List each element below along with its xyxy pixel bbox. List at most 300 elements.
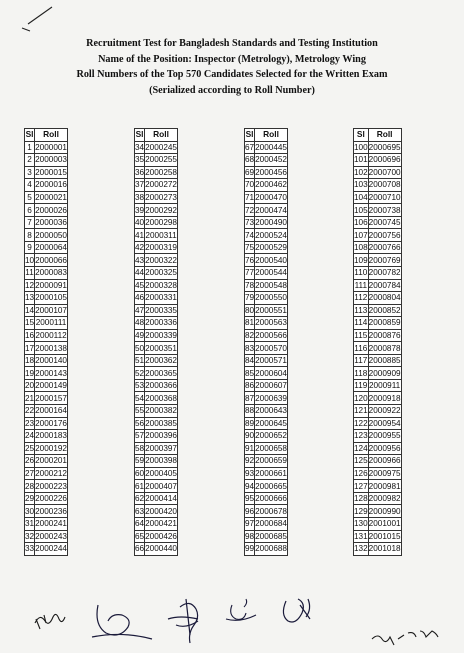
table-row <box>354 254 402 267</box>
table-row <box>25 455 68 468</box>
serial-cell: 3 <box>25 166 35 179</box>
roll-number-cell: 2000036 <box>35 218 67 228</box>
roll-number-cell: 2000922 <box>368 406 401 416</box>
serial-cell: 111 <box>354 280 368 290</box>
serial-cell: 75 <box>245 243 255 253</box>
serial-cell: 113 <box>354 305 368 315</box>
table-row <box>135 467 178 480</box>
table-row <box>354 204 402 217</box>
serial-cell: 11 <box>25 268 34 278</box>
table-row <box>245 179 288 192</box>
roll-number-cell: 2000548 <box>255 280 287 290</box>
roll-number-cell: 2000470 <box>255 193 287 202</box>
table-row <box>25 191 68 204</box>
column-header-sl: Sl <box>354 129 369 142</box>
table-row <box>135 141 178 154</box>
serial-cell: 81 <box>245 318 255 328</box>
serial-cell: 114 <box>354 318 368 328</box>
roll-table-3 <box>244 128 288 556</box>
serial-cell: 27 <box>25 469 35 479</box>
serial-cell: 121 <box>354 406 368 416</box>
serial-cell: 72 <box>245 205 255 215</box>
serial-cell: 116 <box>354 343 368 353</box>
serial-cell: 29 <box>25 494 35 504</box>
serial-cell: 97 <box>245 519 255 529</box>
table-row <box>25 405 68 418</box>
serial-cell: 104 <box>354 193 368 202</box>
serial-cell: 10 <box>25 255 35 265</box>
roll-number-cell: 2000212 <box>35 469 67 479</box>
roll-number-cell: 2000064 <box>35 243 67 253</box>
table-row <box>354 342 402 355</box>
roll-number-cell: 2000050 <box>35 230 67 240</box>
table-row <box>135 304 178 317</box>
serial-cell: 49 <box>135 331 145 341</box>
roll-number-cell: 2000223 <box>35 481 67 491</box>
column-header-roll: Roll <box>255 129 288 142</box>
table-row <box>25 267 68 280</box>
roll-number-cell: 2000226 <box>35 494 67 504</box>
table-row <box>354 292 402 305</box>
serial-cell: 102 <box>354 167 368 177</box>
serial-cell: 47 <box>135 305 145 315</box>
table-row <box>354 405 402 418</box>
document-header <box>0 36 464 98</box>
serial-cell: 131 <box>354 531 368 541</box>
serial-cell: 115 <box>354 331 368 341</box>
table-row <box>25 254 68 267</box>
roll-number-cell: 2000396 <box>145 431 177 441</box>
table-row <box>25 154 68 167</box>
roll-number-cell: 2000688 <box>255 544 287 554</box>
roll-number-cell: 2000876 <box>368 331 401 341</box>
serial-cell: 91 <box>245 443 255 453</box>
table-row <box>135 216 178 229</box>
table-row <box>245 379 288 392</box>
serial-cell: 55 <box>135 406 145 416</box>
table-row <box>135 442 178 455</box>
serial-cell: 128 <box>354 494 368 504</box>
table-row <box>354 492 402 505</box>
serial-cell: 69 <box>245 167 255 177</box>
table-row <box>25 379 68 392</box>
table-row <box>25 505 68 518</box>
table-row <box>354 430 402 443</box>
roll-number-cell: 2000192 <box>35 443 67 453</box>
serial-cell: 38 <box>135 193 145 202</box>
serial-cell: 16 <box>25 331 35 341</box>
table-row <box>25 292 68 305</box>
serial-cell: 124 <box>354 443 368 453</box>
serial-cell: 13 <box>25 293 35 303</box>
table-row <box>135 292 178 305</box>
serial-cell: 57 <box>135 431 145 441</box>
serial-cell: 59 <box>135 456 145 466</box>
table-row <box>354 392 402 405</box>
table-row <box>135 392 178 405</box>
table-row <box>245 480 288 493</box>
serial-cell: 19 <box>25 368 35 378</box>
serial-cell: 42 <box>135 243 145 253</box>
serial-cell: 23 <box>25 418 35 428</box>
serial-cell: 53 <box>135 381 145 391</box>
serial-cell: 127 <box>354 481 368 491</box>
signature-1 <box>35 614 65 629</box>
serial-cell: 5 <box>25 191 35 204</box>
table-row <box>354 543 402 556</box>
roll-number-cell: 2000859 <box>368 318 401 328</box>
table-row <box>354 317 402 330</box>
roll-number-cell: 2000563 <box>255 318 287 328</box>
table-row <box>135 342 178 355</box>
roll-number-cell: 2000782 <box>368 268 401 278</box>
roll-number-cell: 2000183 <box>35 431 67 441</box>
roll-number-cell: 2000420 <box>145 506 177 516</box>
roll-number-cell: 2000684 <box>255 519 287 529</box>
roll-number-cell: 2000331 <box>145 293 177 303</box>
table-header-row <box>25 129 68 142</box>
table-row <box>25 166 68 179</box>
table-row <box>245 304 288 317</box>
serial-cell: 48 <box>135 318 145 328</box>
table-row <box>135 229 178 242</box>
table-row <box>25 430 68 443</box>
table-row <box>245 329 288 342</box>
roll-number-cell: 2000700 <box>368 167 401 177</box>
signature-5 <box>283 599 310 622</box>
table-row <box>245 354 288 367</box>
serial-cell: 93 <box>245 469 255 479</box>
roll-number-cell: 2000490 <box>255 218 287 228</box>
roll-number-cell: 2000956 <box>368 443 401 453</box>
roll-number-cell: 2000878 <box>368 343 401 353</box>
roll-number-cell: 2000362 <box>145 356 177 366</box>
serial-cell: 105 <box>354 205 368 215</box>
serial-cell: 68 <box>245 155 255 165</box>
table-row <box>245 405 288 418</box>
table-row <box>245 505 288 518</box>
roll-number-cell: 2000083 <box>35 268 67 278</box>
signature-3 <box>168 599 198 643</box>
table-row <box>354 179 402 192</box>
roll-number-cell: 2000243 <box>35 531 67 541</box>
roll-number-cell: 2000111 <box>35 318 67 328</box>
serial-cell: 108 <box>354 243 368 253</box>
header-line-3: Roll Numbers of the Top 570 Candidates Selected for the Written Exam <box>76 69 388 80</box>
serial-cell: 71 <box>245 193 255 202</box>
serial-cell: 80 <box>245 305 255 315</box>
serial-cell: 132 <box>354 544 368 554</box>
table-row <box>245 229 288 242</box>
roll-number-cell: 2000885 <box>368 356 401 366</box>
roll-number-cell: 2000143 <box>35 368 67 378</box>
roll-number-cell: 2000955 <box>368 431 401 441</box>
roll-number-cell: 2000529 <box>255 243 287 253</box>
serial-cell: 77 <box>245 268 255 278</box>
roll-number-cell: 2000639 <box>255 393 287 403</box>
roll-table-1 <box>24 128 68 556</box>
serial-cell: 17 <box>25 343 35 353</box>
serial-cell: 85 <box>245 368 255 378</box>
roll-number-cell: 2000255 <box>145 155 177 165</box>
roll-number-cell: 2000708 <box>368 180 401 190</box>
roll-number-cell: 2000003 <box>35 155 67 165</box>
table-row <box>135 367 178 380</box>
roll-number-cell: 2000661 <box>255 469 287 479</box>
roll-number-cell: 2000909 <box>368 368 401 378</box>
table-row <box>354 267 402 280</box>
serial-cell: 56 <box>135 418 145 428</box>
roll-number-cell: 2000397 <box>145 443 177 453</box>
table-row <box>25 543 68 556</box>
table-row <box>135 455 178 468</box>
table-row <box>245 191 288 204</box>
table-header-row <box>135 129 178 142</box>
table-row <box>25 480 68 493</box>
serial-cell: 126 <box>354 469 368 479</box>
table-row <box>25 342 68 355</box>
table-row <box>135 329 178 342</box>
serial-cell: 100 <box>354 142 368 152</box>
table-row <box>245 241 288 254</box>
table-row <box>25 204 68 217</box>
serial-cell: 109 <box>354 255 368 265</box>
table-row <box>135 492 178 505</box>
table-row <box>245 392 288 405</box>
table-row <box>354 304 402 317</box>
signature-4 <box>226 599 256 620</box>
roll-number-cell: 2000339 <box>145 331 177 341</box>
table-row <box>245 367 288 380</box>
serial-cell: 125 <box>354 456 368 466</box>
roll-number-cell: 2000241 <box>35 519 67 529</box>
serial-cell: 78 <box>245 280 255 290</box>
roll-number-cell: 2000149 <box>35 381 67 391</box>
roll-number-cell: 2000176 <box>35 418 67 428</box>
roll-number-cell: 2000769 <box>368 255 401 265</box>
serial-cell: 76 <box>245 255 255 265</box>
roll-number-cell: 2000918 <box>368 393 401 403</box>
table-row <box>135 254 178 267</box>
serial-cell: 54 <box>135 393 145 403</box>
serial-cell: 45 <box>135 280 145 290</box>
serial-cell: 119 <box>354 381 368 391</box>
roll-number-cell: 2000710 <box>368 193 401 202</box>
roll-number-cell: 2000745 <box>368 218 401 228</box>
roll-number-cell: 2000365 <box>145 368 177 378</box>
table-row <box>25 354 68 367</box>
header-line-2: Name of the Position: Inspector (Metrology), Metrology Wing <box>98 53 366 65</box>
table-row <box>135 179 178 192</box>
table-row <box>135 191 178 204</box>
table-row <box>354 455 402 468</box>
table-row <box>135 505 178 518</box>
table-row <box>245 530 288 543</box>
roll-number-cell: 2000157 <box>35 393 67 403</box>
roll-number-cell: 2000015 <box>35 167 67 177</box>
table-row <box>25 279 68 292</box>
serial-cell: 52 <box>135 368 145 378</box>
roll-number-cell: 2000272 <box>145 180 177 190</box>
header-line-1: Recruitment Test for Bangladesh Standards and Testing Institution <box>86 38 378 49</box>
table-row <box>354 530 402 543</box>
roll-number-cell: 2000911 <box>368 381 401 391</box>
serial-cell: 98 <box>245 531 255 541</box>
table-row <box>135 530 178 543</box>
roll-number-cell: 2000245 <box>145 142 177 152</box>
serial-cell: 12 <box>25 280 35 290</box>
serial-cell: 37 <box>135 180 145 190</box>
table-row <box>135 279 178 292</box>
roll-number-cell: 2001018 <box>368 544 401 554</box>
roll-number-cell: 2000398 <box>145 456 177 466</box>
serial-cell: 21 <box>25 393 35 403</box>
serial-cell: 15 <box>25 318 35 328</box>
roll-number-cell: 2000975 <box>368 469 401 479</box>
column-header-sl: Sl <box>25 129 34 140</box>
serial-cell: 83 <box>245 343 255 353</box>
roll-number-cell: 2000405 <box>145 469 177 479</box>
serial-cell: 103 <box>354 180 368 190</box>
roll-number-cell: 2000696 <box>368 155 401 165</box>
table-row <box>245 455 288 468</box>
roll-number-cell: 2000456 <box>255 167 287 177</box>
roll-number-cell: 2000112 <box>35 331 67 341</box>
roll-number-cell: 2000366 <box>145 381 177 391</box>
table-row <box>354 191 402 204</box>
serial-cell: 89 <box>245 418 255 428</box>
roll-number-cell: 2000665 <box>255 481 287 491</box>
serial-cell: 20 <box>25 381 35 391</box>
table-row <box>135 166 178 179</box>
table-row <box>354 216 402 229</box>
roll-number-cell: 2000566 <box>255 331 287 341</box>
signature-strip <box>0 585 464 653</box>
table-row <box>25 517 68 530</box>
table-row <box>135 517 178 530</box>
serial-cell: 30 <box>25 506 35 516</box>
roll-number-cell: 2000335 <box>145 305 177 315</box>
table-row <box>354 154 402 167</box>
roll-number-cell: 2000570 <box>255 343 287 353</box>
table-row <box>25 392 68 405</box>
serial-cell: 101 <box>354 155 368 165</box>
table-row <box>245 517 288 530</box>
serial-cell: 39 <box>135 205 145 215</box>
roll-number-cell: 2000474 <box>255 205 287 215</box>
table-row <box>245 543 288 556</box>
table-row <box>25 317 68 330</box>
table-row <box>245 154 288 167</box>
roll-number-cell: 2000407 <box>145 481 177 491</box>
roll-number-cell: 2000982 <box>368 494 401 504</box>
roll-number-cell: 2000258 <box>145 167 177 177</box>
roll-number-cell: 2000445 <box>255 142 287 152</box>
table-row <box>25 304 68 317</box>
serial-cell: 58 <box>135 443 145 453</box>
table-row <box>135 379 178 392</box>
roll-number-cell: 2000659 <box>255 456 287 466</box>
serial-cell: 44 <box>135 268 145 278</box>
table-row <box>25 442 68 455</box>
roll-number-cell: 2000292 <box>145 205 177 215</box>
roll-number-cell: 2000607 <box>255 381 287 391</box>
table-row <box>135 430 178 443</box>
table-row <box>135 241 178 254</box>
roll-number-cell: 2000658 <box>255 443 287 453</box>
roll-number-cell: 2000105 <box>35 293 67 303</box>
table-row <box>245 267 288 280</box>
serial-cell: 84 <box>245 356 255 366</box>
serial-cell: 70 <box>245 180 255 190</box>
serial-cell: 129 <box>354 506 368 516</box>
roll-number-cell: 2000550 <box>255 293 287 303</box>
table-row <box>135 354 178 367</box>
serial-cell: 61 <box>135 481 145 491</box>
table-row <box>354 379 402 392</box>
roll-number-cell: 2000643 <box>255 406 287 416</box>
serial-cell: 41 <box>135 230 145 240</box>
serial-cell: 74 <box>245 230 255 240</box>
column-header-sl: Sl <box>245 129 254 140</box>
roll-number-cell: 2000026 <box>35 205 67 215</box>
serial-cell: 118 <box>354 368 368 378</box>
serial-cell: 26 <box>25 456 35 466</box>
roll-number-cell: 2000766 <box>368 243 401 253</box>
serial-cell: 36 <box>135 167 145 177</box>
table-row <box>245 430 288 443</box>
serial-cell: 122 <box>354 418 368 428</box>
table-header-row <box>354 129 402 142</box>
roll-number-cell: 2000385 <box>145 418 177 428</box>
roll-number-cell: 2000021 <box>35 193 67 202</box>
table-row <box>354 367 402 380</box>
table-row <box>25 417 68 430</box>
roll-number-cell: 2000551 <box>255 305 287 315</box>
table-row <box>245 279 288 292</box>
roll-number-cell: 2000351 <box>145 343 177 353</box>
serial-cell: 87 <box>245 393 255 403</box>
table-row <box>354 417 402 430</box>
serial-cell: 64 <box>135 519 145 529</box>
table-row <box>25 492 68 505</box>
roll-number-cell: 2000298 <box>145 218 177 228</box>
roll-number-cell: 2000571 <box>255 356 287 366</box>
roll-number-cell: 2000462 <box>255 180 287 190</box>
serial-cell: 32 <box>25 531 35 541</box>
serial-cell: 40 <box>135 218 145 228</box>
serial-cell: 88 <box>245 406 255 416</box>
table-row <box>135 267 178 280</box>
roll-number-cell: 2000738 <box>368 205 401 215</box>
roll-number-cell: 2000666 <box>255 494 287 504</box>
roll-number-cell: 2000524 <box>255 230 287 240</box>
serial-cell: 92 <box>245 456 255 466</box>
serial-cell: 66 <box>135 544 145 554</box>
serial-cell: 62 <box>135 494 145 504</box>
serial-cell: 35 <box>135 155 145 165</box>
roll-table-4 <box>353 128 402 556</box>
column-header-roll: Roll <box>35 129 68 142</box>
roll-number-cell: 2001015 <box>368 531 401 541</box>
table-row <box>354 442 402 455</box>
roll-number-cell: 2000784 <box>368 280 401 290</box>
table-row <box>354 329 402 342</box>
table-row <box>135 417 178 430</box>
serial-cell: 34 <box>135 142 145 152</box>
serial-cell: 24 <box>25 431 35 441</box>
serial-cell: 79 <box>245 293 255 303</box>
